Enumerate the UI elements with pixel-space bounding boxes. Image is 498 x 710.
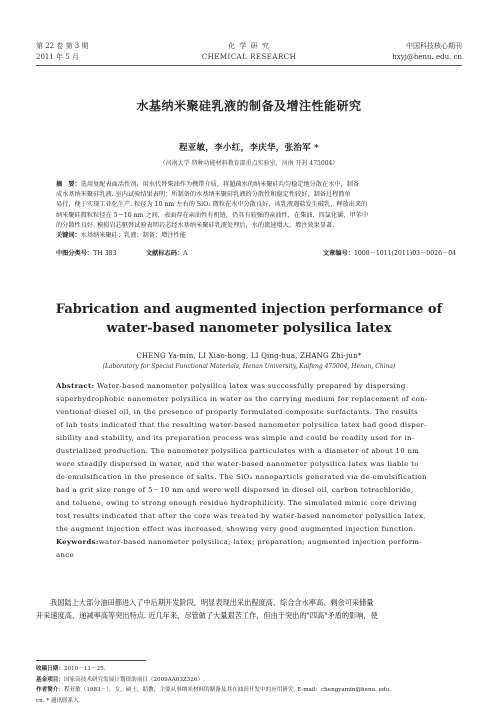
keywords-cn-label: 关键词：: [56, 232, 81, 240]
intro-line: 我国陆上大部分油田都进入了中后期开发阶段，明显表现出采出程度高、综合含水率高、剩余可采储量: [50, 598, 374, 607]
clc-number: 中图分类号：TH 383: [56, 250, 117, 257]
intro-line: 开采速度高、递减率高等突出特点. 近几年来，尽管做了大量艰苦工作，但由于突出的"四高"矛盾的影响，使: [36, 611, 378, 620]
abstract-en-line: test results indicated that after the core was treated by water-based nanometer polysilica latex,: [56, 512, 426, 520]
document-code: 文献标志码：A: [146, 250, 188, 257]
footnote-rule: [36, 660, 146, 661]
core-journal-label: 中国科技核心期刊: [406, 42, 462, 50]
abstract-en-line: had a grit size range of 5－10 nm and were well dispersed in diesel oil, carbon tetrachloride,: [56, 486, 414, 494]
received-date: 收稿日期：2010－11－25.: [36, 666, 106, 672]
authors-cn: 程亚敏，李小红，李庆华，张治军 *: [178, 143, 319, 153]
header-rule: [36, 65, 462, 66]
abstract-en-line: the augment injection effect was increased, showing very good augmented injection function.: [56, 525, 416, 533]
authors-en: CHENG Ya-min, LI Xiao-hong, LI Qing-hua, ZHANG Zhi-jun*: [136, 352, 362, 360]
abstract-cn-label: 摘 要：: [56, 181, 81, 188]
abstract-en-line: ventional diesel oil, in the presence of properly formulated composite surfactants. The results: [56, 408, 418, 416]
abstract-en-line: superhydrophobic nanometer polysilica in water as the carrying medium for replacement of con-: [56, 395, 428, 403]
intro-paragraph: [36, 596, 462, 622]
affiliation-cn: （河南大学 特种功能材料教育部重点实验室，河南 开封 475004）: [159, 160, 339, 167]
abstract-en-label: Abstract:: [56, 382, 95, 390]
paper-title-en-line: Fabrication and augmented injection performance of: [55, 302, 443, 317]
keywords-en-label: Keywords:: [56, 538, 99, 546]
paper-title-en-line: water-based nanometer polysilica latex: [106, 321, 392, 336]
abstract-cn-line: 成水基纳米聚硅乳液. 室内试验结果表明：所制备的水基纳米聚硅乳液的分散性和稳定性较好，制备过程简单: [56, 191, 351, 199]
publication-date: 2011 年 5 月: [36, 53, 79, 61]
abstract-en-line: sibility and stability, and its preparation process was simple and could be readily used for in-: [56, 434, 415, 442]
abstract-cn: [56, 180, 444, 241]
abstract-cn-line: 纳米聚硅微粒粒径在 5～10 nm 之间，表面存在亲油性有机链，仍具有较强的亲油性，在柴油，四氯化碳，甲苯中: [56, 211, 369, 219]
abstract-en: [56, 380, 446, 562]
journal-name-cn: 化 学 研 究: [228, 42, 270, 50]
keywords-en-line: ance: [56, 551, 74, 559]
journal-email: hxyj@henu. edu. cn: [392, 53, 462, 61]
abstract-cn-line: 的分散性良好. 模拟岩芯驱替试验表明岩芯经水基纳米聚硅乳液处理后，水的流速增大，增注效果显著.: [56, 221, 335, 229]
footnotes: [36, 664, 466, 706]
abstract-cn-line: 易行，便于实现工业化生产. 粒径为 10 nm 左右的 SiO₂ 微粒在水中分散良好，该乳液遇盐发生破乳，释放出来的: [56, 201, 368, 209]
journal-name-en: CHEMICAL RESEARCH: [201, 53, 297, 61]
affiliation-en: (Laboratory for Special Functional Materials, Henan University, Kaifeng 475004, Henan, China): [102, 363, 396, 370]
article-number: 文章编号：1008－1011(2011)03－0026－04: [323, 250, 457, 257]
author-bio-cont: cn. * 通讯联系人.: [36, 697, 81, 704]
abstract-en-line: dustrialized production. The nanometer polysilica particulates with a diameter of about 10 nm: [56, 447, 420, 455]
abstract-en-line: de-emulsification in the presence of salts. The SiO₂ nanoparticls generated via de-emulsification: [56, 473, 427, 481]
abstract-en-line: Water-based nanometer polysilica latex was successfully prepared by dispersing: [94, 382, 406, 390]
abstract-cn-line: 选用复配表面活性剂，用水代替柴油作为携带介质，将超疏水的纳米聚硅均匀稳定地分散在水中，制备: [80, 181, 360, 188]
author-bio: 作者简介：程亚敏（1983－），女，硕士，助教，主要从事纳米材料的制备及其在油田开发中的应用研究. E-mail：chengyamin@henu. edu.: [36, 687, 391, 693]
keywords-en-line: water-based nanometer polysilica; latex; preparation; augmented injection perform-: [98, 538, 422, 546]
abstract-en-line: of lab tests indicated that the resulting water-based nanometer polysilica latex had good disper-: [56, 421, 427, 429]
paper-title-cn: 水基纳米聚硅乳液的制备及增注性能研究: [136, 99, 362, 113]
abstract-en-line: and toluene, owing to strong enough residue hydrophilicity. The simulated mimic core driving: [56, 499, 417, 507]
abstract-en-line: were steadily dispersed in water, and the water-based nanometer polysilica latex was liable to: [56, 460, 419, 468]
volume-issue: 第 22 卷 第 3 期: [36, 42, 89, 50]
keywords-cn: 水基纳米聚硅；乳液；制备；增注性能: [80, 232, 186, 240]
fund-info: 基金项目：国家高技术研究发展计划资助项目（2009AA03Z326）.: [36, 676, 205, 683]
